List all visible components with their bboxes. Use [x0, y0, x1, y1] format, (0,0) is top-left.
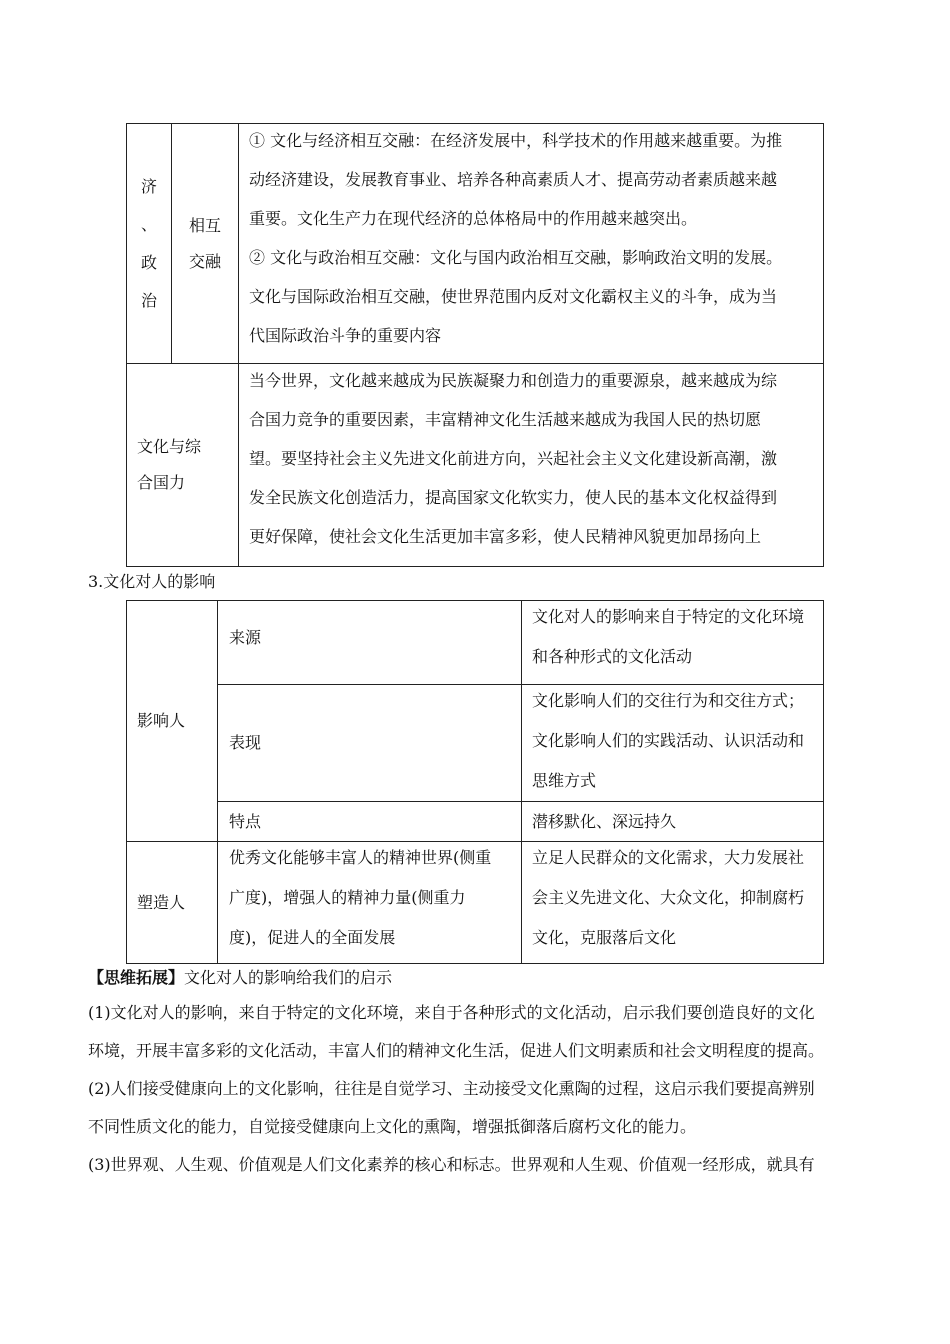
paragraph-line: 不同性质文化的能力，自觉接受健康向上文化的熏陶，增强抵御落后腐朽文化的能力。 — [88, 1117, 697, 1136]
row1-label-line: 、 — [140, 214, 157, 234]
feature-label-cell — [218, 802, 522, 842]
row2-label-line: 合国力 — [137, 473, 186, 492]
paragraph-line: (1)文化对人的影响，来自于特定的文化环境，来自于各种形式的文化活动，启示我们要创造良好的文化 — [88, 1003, 815, 1022]
extension-paragraph-1 — [88, 994, 858, 1070]
row1-label-line: 政 — [140, 252, 157, 272]
feature-content-cell — [522, 802, 824, 842]
manifest-content-line: 文化影响人们的实践活动、认识活动和 — [532, 731, 805, 750]
manifest-label: 表现 — [229, 733, 262, 752]
shape-right-cell — [522, 842, 824, 964]
row2-content-line: 发全民族文化创造活力，提高国家文化软实力，使人民的基本文化权益得到 — [249, 488, 778, 507]
culture-influence-table — [126, 600, 824, 964]
source-content-cell — [522, 601, 824, 685]
source-content-line: 和各种形式的文化活动 — [532, 647, 693, 666]
row1-content-line: 重要。文化生产力在现代经济的总体格局中的作用越来越突出。 — [249, 209, 698, 228]
shape-middle-cell — [218, 842, 522, 964]
row1-label-cell — [127, 124, 172, 364]
row2-content-line: 望。要坚持社会主义先进文化前进方向，兴起社会主义文化建设新高潮，激 — [249, 449, 778, 468]
row2-label-line: 文化与综 — [137, 437, 202, 456]
extension-heading-bracket: 【思维拓展】 — [88, 968, 185, 987]
row1-content-cell — [239, 124, 824, 364]
row2-content-line: 更好保障，使社会文化生活更加丰富多彩，使人民精神风貌更加昂扬向上 — [249, 527, 762, 546]
row1-label-line: 治 — [140, 290, 157, 310]
source-label-cell — [218, 601, 522, 685]
row2-label-cell — [127, 364, 239, 567]
extension-heading-text: 文化对人的影响给我们的启示 — [184, 968, 393, 987]
shape-right-line: 文化，克服落后文化 — [532, 928, 677, 947]
influence-label: 影响人 — [137, 711, 186, 730]
row1-content-line: 代国际政治斗争的重要内容 — [249, 326, 442, 345]
manifest-label-cell — [218, 685, 522, 802]
shape-middle-line: 度)，促进人的全面发展 — [229, 928, 396, 947]
shape-middle-line: 优秀文化能够丰富人的精神世界(侧重 — [229, 848, 492, 867]
shape-right-line: 会主义先进文化、大众文化，抑制腐朽 — [532, 888, 805, 907]
shape-middle-line: 广度)，增强人的精神力量(侧重力 — [229, 888, 466, 907]
row1-content-line: 动经济建设，发展教育事业、培养各种高素质人才、提高劳动者素质越来越 — [249, 170, 778, 189]
manifest-content-line: 思维方式 — [532, 771, 597, 790]
row1-content-line: ① 文化与经济相互交融：在经济发展中，科学技术的作用越来越重要。为推 — [249, 131, 783, 150]
shape-label-cell — [127, 842, 218, 964]
row1-sublabel-cell — [172, 124, 239, 364]
source-label: 来源 — [229, 628, 262, 647]
extension-heading — [88, 966, 392, 990]
section-title: 3.文化对人的影响 — [88, 572, 216, 591]
row1-content-line: ② 文化与政治相互交融：文化与国内政治相互交融，影响政治文明的发展。 — [249, 248, 783, 267]
row2-content-cell — [239, 364, 824, 567]
paragraph-line: (2)人们接受健康向上的文化影响，往往是自觉学习、主动接受文化熏陶的过程，这启示我们要提高辨别 — [88, 1079, 815, 1098]
influence-label-cell — [127, 601, 218, 842]
extension-paragraph-3 — [88, 1146, 858, 1184]
shape-right-line: 立足人民群众的文化需求，大力发展社 — [532, 848, 805, 867]
row1-label-line: 济 — [140, 176, 157, 196]
source-content-line: 文化对人的影响来自于特定的文化环境 — [532, 607, 805, 626]
feature-label: 特点 — [229, 811, 262, 831]
feature-content: 潜移默化、深远持久 — [532, 811, 677, 831]
culture-relations-table — [126, 123, 824, 567]
row2-content-line: 当今世界，文化越来越成为民族凝聚力和创造力的重要源泉，越来越成为综 — [249, 371, 778, 390]
row1-content-line: 文化与国际政治相互交融，使世界范围内反对文化霸权主义的斗争，成为当 — [249, 287, 778, 306]
paragraph-line: (3)世界观、人生观、价值观是人们文化素养的核心和标志。世界观和人生观、价值观一经形成，就具有 — [88, 1155, 815, 1174]
row1-sublabel-line: 交融 — [188, 251, 221, 271]
manifest-content-cell — [522, 685, 824, 802]
manifest-content-line: 文化影响人们的交往行为和交往方式； — [532, 691, 805, 710]
row1-sublabel-line: 相互 — [188, 215, 221, 235]
shape-label: 塑造人 — [137, 892, 186, 912]
row2-content-line: 合国力竞争的重要因素，丰富精神文化生活越来越成为我国人民的热切愿 — [249, 410, 762, 429]
extension-paragraph-2 — [88, 1070, 858, 1146]
paragraph-line: 环境，开展丰富多彩的文化活动，丰富人们的精神文化生活，促进人们文明素质和社会文明程度的提高。 — [88, 1041, 825, 1060]
